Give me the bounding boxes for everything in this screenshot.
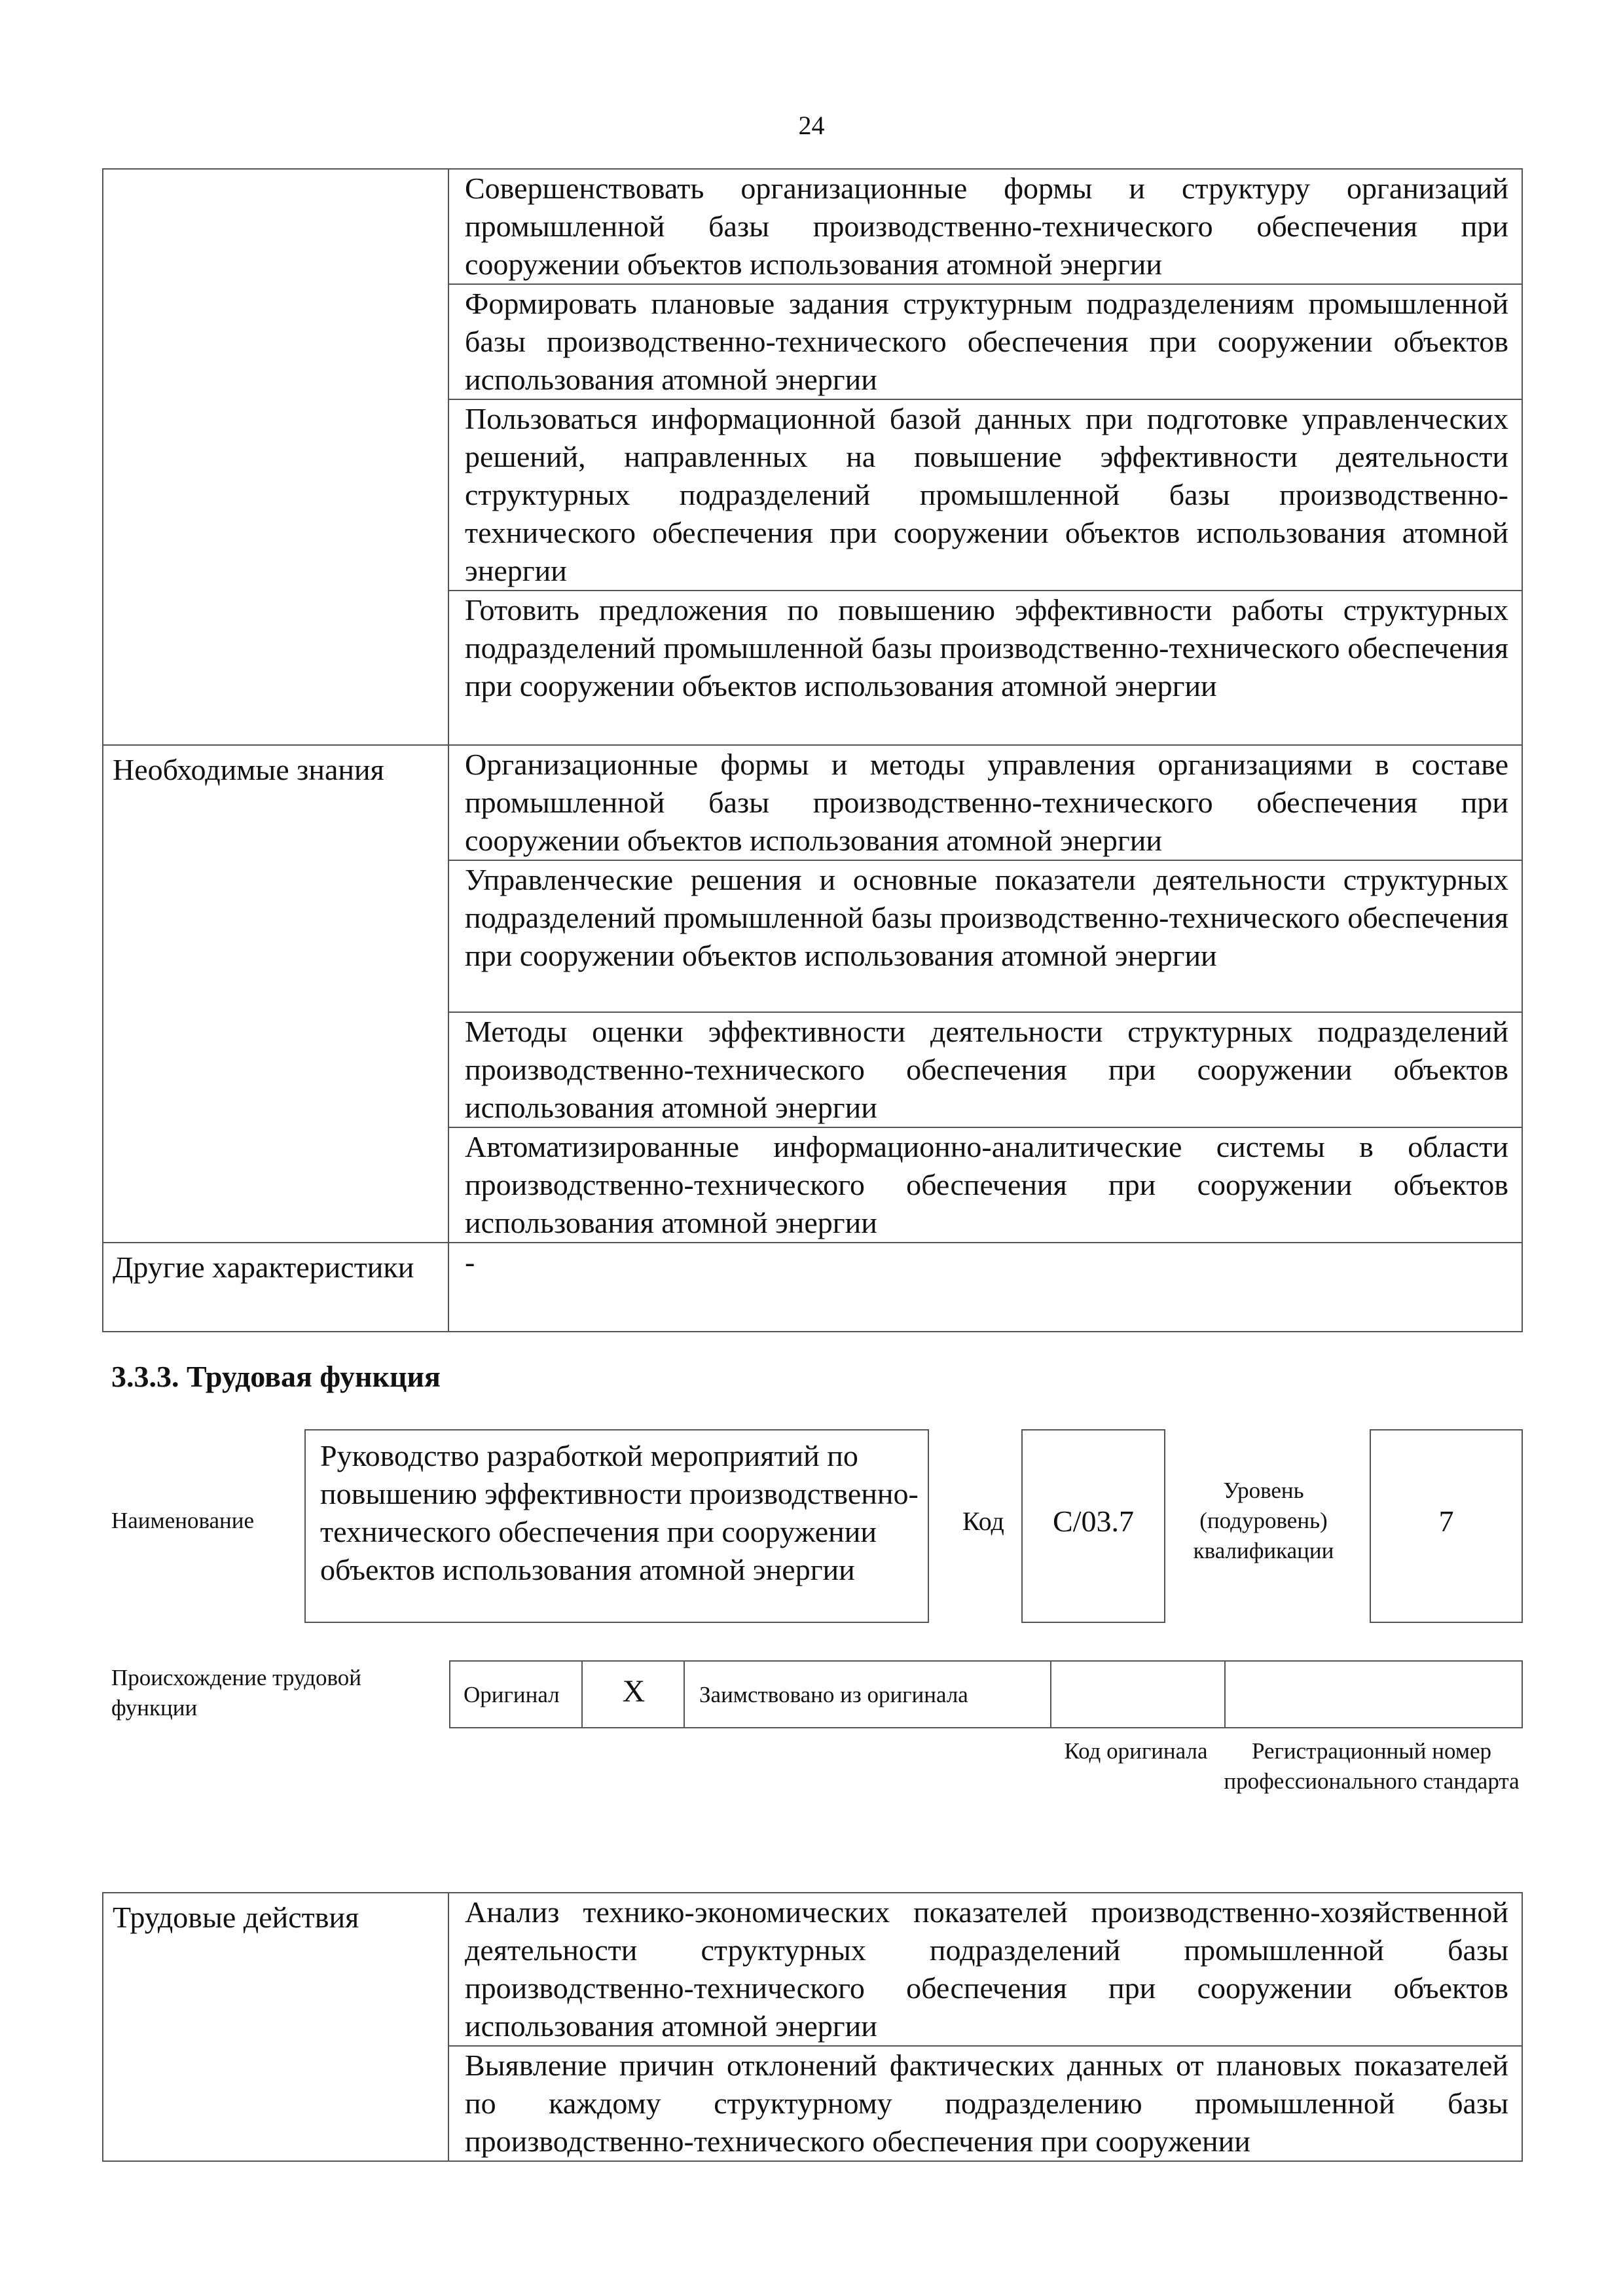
original-cell: [450, 1662, 581, 1727]
table-row: [103, 745, 1522, 860]
code-value: C/03.7: [1053, 1504, 1134, 1538]
table-cell: Готовить предложения по повышению эффективности работы структурных подразделений промышленной базы производственно-технического обеспечения при сооружении объектов использования атомной энергии: [448, 591, 1522, 745]
table-cell: Управленческие решения и основные показатели деятельности структурных подразделений промышленной базы производственно-технического обеспечения при сооружении объектов использования атомной энергии: [448, 860, 1522, 1012]
name-label: Наименование: [111, 1508, 255, 1533]
code-box: [1021, 1429, 1165, 1623]
table-row: [103, 169, 1522, 284]
table-cell: Пользоваться информационной базой данных при подготовке управленческих решений, направленных на повышение эффективности деятельности структурных подразделений промышленной базы производственно-технического обеспечения при сооружении объектов использования атомной энергии: [448, 399, 1522, 591]
row-label: Необходимые знания: [103, 745, 448, 1243]
table-cell: Автоматизированные информационно-аналитические системы в области производственно-технического обеспечения при сооружении объектов использования атомной энергии: [448, 1127, 1522, 1243]
table-cell: Методы оценки эффективности деятельности структурных подразделений производственно-технического обеспечения при сооружении объектов использования атомной энергии: [448, 1012, 1522, 1127]
skills-knowledge-table: [102, 168, 1523, 1332]
registration-cell: [1224, 1662, 1523, 1727]
table-row: [103, 1893, 1522, 2046]
borrowed-cell: [684, 1662, 1051, 1727]
row-label: Другие характеристики: [103, 1243, 448, 1332]
level-value: 7: [1438, 1504, 1454, 1538]
row-label: Трудовые действия: [103, 1893, 448, 2161]
original-label: Оригинал: [464, 1682, 560, 1707]
section-heading: 3.3.3. Трудовая функция: [111, 1360, 441, 1393]
origin-row: [449, 1660, 1523, 1728]
code-label: Код: [962, 1506, 1004, 1536]
labor-actions-table: [102, 1892, 1523, 2162]
level-label: Уровень (подуровень) квалификации: [1193, 1478, 1334, 1563]
original-code-caption: Код оригинала: [1064, 1738, 1208, 1764]
table-cell: Совершенствовать организационные формы и структуру организаций промышленной базы производственно-технического обеспечения при сооружении объектов использования атомной энергии: [448, 169, 1522, 284]
table-cell: -: [448, 1243, 1522, 1332]
borrowed-label: Заимствовано из оригинала: [699, 1682, 968, 1707]
table-cell: Анализ технико-экономических показателей производственно-хозяйственной деятельности структурных подразделений промышленной базы производственно-технического обеспечения при сооружении объектов использования атомной энергии: [448, 1893, 1522, 2046]
registration-caption: Регистрационный номер профессионального стандарта: [1224, 1738, 1520, 1794]
row-label: [103, 169, 448, 745]
table-row: [103, 1243, 1522, 1332]
table-cell: Выявление причин отклонений фактических данных от плановых показателей по каждому структурному подразделению промышленной базы производственно-технического обеспечения при сооружении: [448, 2046, 1522, 2161]
table-cell: Организационные формы и методы управления организациями в составе промышленной базы производственно-технического обеспечения при сооружении объектов использования атомной энергии: [448, 745, 1522, 860]
original-code-cell: [1050, 1662, 1226, 1727]
original-mark: X: [622, 1674, 646, 1709]
original-mark-cell: [581, 1662, 685, 1727]
table-cell: Формировать плановые задания структурным подразделениям промышленной базы производственно-технического обеспечения при сооружении объектов использования атомной энергии: [448, 284, 1522, 399]
function-name: Руководство разработкой мероприятий по повышению эффективности производственно-технического обеспечения при сооружении объектов использования атомной энергии: [320, 1439, 919, 1586]
name-box: [304, 1429, 929, 1623]
origin-label: Происхождение трудовой функции: [111, 1665, 362, 1721]
level-box: [1370, 1429, 1523, 1623]
page-number: 24: [798, 111, 825, 140]
